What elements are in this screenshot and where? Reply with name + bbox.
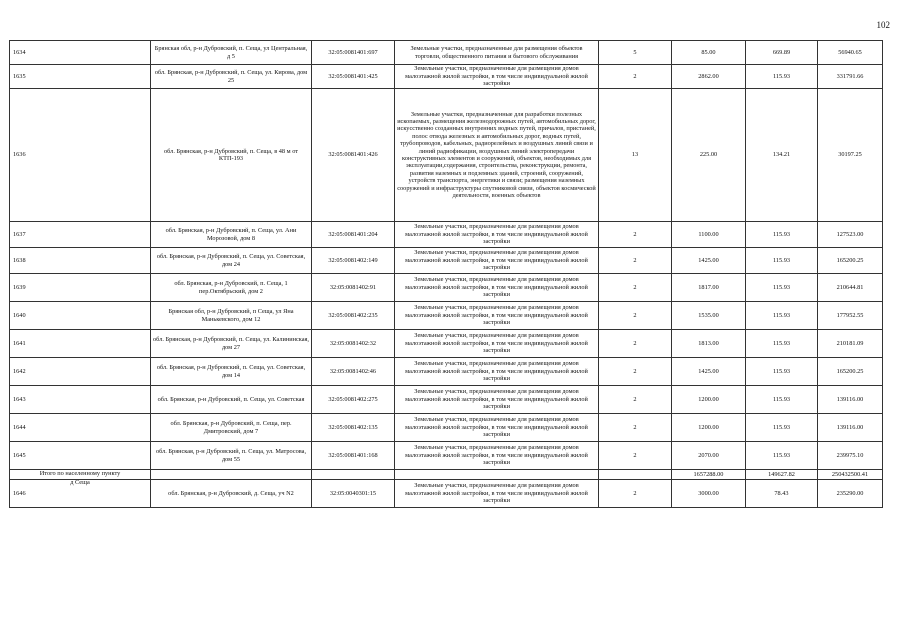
table-row bbox=[10, 41, 883, 65]
page-number: 102 bbox=[876, 20, 890, 30]
row-address: Брянская обл, р-н Дубровский, п. Сеща, ул Центральная, д 5 bbox=[151, 41, 312, 65]
row-land-use: Земельные участки, предназначенные для размещения домов малоэтажной жилой застройки, в том числе индивидуальной жилой застройки bbox=[395, 222, 599, 248]
row-land-use: Земельные участки, предназначенные для размещения домов малоэтажной жилой застройки, в том числе индивидуальной жилой застройки bbox=[395, 414, 599, 442]
row-group: 2 bbox=[599, 274, 672, 302]
table-row bbox=[10, 89, 883, 222]
row-group: 2 bbox=[599, 302, 672, 330]
total-label-line2: д Сеща bbox=[70, 479, 90, 486]
table-row bbox=[10, 330, 883, 358]
row-cadastral-number: 32:05:0040301:15 bbox=[312, 480, 395, 508]
row-number: 1643 bbox=[10, 386, 151, 414]
row-cadastral-number: 32:05:0081402:235 bbox=[312, 302, 395, 330]
row-unit-price: 134.21 bbox=[746, 89, 818, 222]
row-cadastral-cost: 331791.66 bbox=[818, 65, 883, 89]
row-group: 2 bbox=[599, 222, 672, 248]
table-row bbox=[10, 414, 883, 442]
row-cadastral-cost: 239975.10 bbox=[818, 442, 883, 470]
row-land-use: Земельные участки, предназначенные для размещения домов малоэтажной жилой застройки, в том числе индивидуальной жилой застройки bbox=[395, 65, 599, 89]
row-cadastral-number: 32:05:0081401:426 bbox=[312, 89, 395, 222]
row-cadastral-cost: 165200.25 bbox=[818, 248, 883, 274]
table-body bbox=[10, 41, 883, 508]
row-number: 1634 bbox=[10, 41, 151, 65]
row-cadastral-cost: 235290.00 bbox=[818, 480, 883, 508]
row-cadastral-cost: 139116.00 bbox=[818, 414, 883, 442]
table-row bbox=[10, 386, 883, 414]
row-area: 85.00 bbox=[672, 41, 746, 65]
row-cadastral-cost: 210644.81 bbox=[818, 274, 883, 302]
row-number: 1641 bbox=[10, 330, 151, 358]
row-group: 2 bbox=[599, 248, 672, 274]
table-row bbox=[10, 302, 883, 330]
row-address: обл. Брянская, р-н Дубровский, п. Сеща, пер. Дмитровский, дом 7 bbox=[151, 414, 312, 442]
row-land-use: Земельные участки, предназначенные для размещения домов малоэтажной жилой застройки, в том числе индивидуальной жилой застройки bbox=[395, 248, 599, 274]
table-row bbox=[10, 442, 883, 470]
row-unit-price: 115.93 bbox=[746, 274, 818, 302]
row-address: обл. Брянская, р-н Дубровский, п. Сеща, ул. Матросова, дом 55 bbox=[151, 442, 312, 470]
row-land-use: Земельные участки, предназначенные для размещения домов малоэтажной жилой застройки, в том числе индивидуальной жилой застройки bbox=[395, 480, 599, 508]
row-cadastral-number: 32:05:0081402:275 bbox=[312, 386, 395, 414]
row-group: 2 bbox=[599, 480, 672, 508]
total-area: 1657288.00 bbox=[672, 470, 746, 480]
row-unit-price: 115.93 bbox=[746, 222, 818, 248]
row-cadastral-number: 32:05:0081401:168 bbox=[312, 442, 395, 470]
row-area: 2862.00 bbox=[672, 65, 746, 89]
row-unit-price: 115.93 bbox=[746, 302, 818, 330]
row-unit-price: 115.93 bbox=[746, 330, 818, 358]
row-number: 1635 bbox=[10, 65, 151, 89]
row-area: 2070.00 bbox=[672, 442, 746, 470]
row-cadastral-cost: 139116.00 bbox=[818, 386, 883, 414]
row-land-use: Земельные участки, предназначенные для размещения домов малоэтажной жилой застройки, в том числе индивидуальной жилой застройки bbox=[395, 330, 599, 358]
row-address: обл. Брянская, р-н Дубровский, п. Сеща, ул. Ани Морозовой, дом 8 bbox=[151, 222, 312, 248]
total-empty-cell bbox=[312, 470, 395, 480]
row-unit-price: 669.89 bbox=[746, 41, 818, 65]
table-row bbox=[10, 65, 883, 89]
row-cadastral-number: 32:05:0081402:91 bbox=[312, 274, 395, 302]
row-number: 1638 bbox=[10, 248, 151, 274]
row-area: 1813.00 bbox=[672, 330, 746, 358]
row-cadastral-cost: 210181.09 bbox=[818, 330, 883, 358]
row-cadastral-number: 32:05:0081402:135 bbox=[312, 414, 395, 442]
row-unit-price: 115.93 bbox=[746, 386, 818, 414]
row-area: 3000.00 bbox=[672, 480, 746, 508]
total-empty-cell bbox=[395, 470, 599, 480]
row-cadastral-number: 32:05:0081401:425 bbox=[312, 65, 395, 89]
table-row bbox=[10, 248, 883, 274]
row-group: 2 bbox=[599, 442, 672, 470]
row-number: 1636 bbox=[10, 89, 151, 222]
table-row bbox=[10, 358, 883, 386]
row-land-use: Земельные участки, предназначенные для размещения домов малоэтажной жилой застройки, в том числе индивидуальной жилой застройки bbox=[395, 358, 599, 386]
row-address: обл. Брянская, р-н Дубровский, п. Сеща, ул. Калининская, дом 27 bbox=[151, 330, 312, 358]
row-area: 1425.00 bbox=[672, 248, 746, 274]
row-group: 2 bbox=[599, 386, 672, 414]
row-address: обл. Брянская, р-н Дубровский, п. Сеща, ул. Советская, дом 24 bbox=[151, 248, 312, 274]
row-unit-price: 115.93 bbox=[746, 442, 818, 470]
row-cadastral-cost: 30197.25 bbox=[818, 89, 883, 222]
row-cadastral-cost: 56940.65 bbox=[818, 41, 883, 65]
row-area: 1817.00 bbox=[672, 274, 746, 302]
table-row bbox=[10, 222, 883, 248]
row-number: 1644 bbox=[10, 414, 151, 442]
row-cadastral-number: 32:05:0081402:32 bbox=[312, 330, 395, 358]
row-land-use: Земельные участки, предназначенные для размещения домов малоэтажной жилой застройки, в том числе индивидуальной жилой застройки bbox=[395, 442, 599, 470]
total-empty-cell bbox=[151, 470, 312, 480]
row-address: обл. Брянская, р-н Дубровский, п. Сеща, в 48 м от КТП-193 bbox=[151, 89, 312, 222]
row-address: Брянская обл, р-н Дубровский, п Сеща, ул Яна Манькевского, дом 12 bbox=[151, 302, 312, 330]
total-cadastral-cost: 250432500.41 bbox=[818, 470, 883, 480]
row-cadastral-number: 32:05:0081401:697 bbox=[312, 41, 395, 65]
row-address: обл. Брянская, р-н Дубровский, п. Сеща, ул. Советская bbox=[151, 386, 312, 414]
row-group: 2 bbox=[599, 65, 672, 89]
row-area: 225.00 bbox=[672, 89, 746, 222]
cadastral-value-table bbox=[9, 40, 883, 508]
row-cadastral-number: 32:05:0081402:46 bbox=[312, 358, 395, 386]
row-land-use: Земельные участки, предназначенные для размещения домов малоэтажной жилой застройки, в том числе индивидуальной жилой застройки bbox=[395, 386, 599, 414]
row-number: 1639 bbox=[10, 274, 151, 302]
row-number: 1642 bbox=[10, 358, 151, 386]
row-area: 1200.00 bbox=[672, 386, 746, 414]
row-group: 13 bbox=[599, 89, 672, 222]
row-unit-price: 78.43 bbox=[746, 480, 818, 508]
row-number: 1640 bbox=[10, 302, 151, 330]
row-cadastral-number: 32:05:0081401:204 bbox=[312, 222, 395, 248]
row-group: 5 bbox=[599, 41, 672, 65]
row-address: обл. Брянская, р-н Дубровский, п. Сеща, 1 пер.Октябрьский, дом 2 bbox=[151, 274, 312, 302]
row-number: 1646 bbox=[10, 480, 151, 508]
row-area: 1535.00 bbox=[672, 302, 746, 330]
row-address: обл. Брянская, р-н Дубровский, п. Сеща, ул. Советская, дом 14 bbox=[151, 358, 312, 386]
total-label-line1: Итого по населенному пункту bbox=[39, 470, 121, 477]
row-area: 1100.00 bbox=[672, 222, 746, 248]
row-land-use: Земельные участки, предназначенные для размещения домов малоэтажной жилой застройки, в том числе индивидуальной жилой застройки bbox=[395, 302, 599, 330]
row-unit-price: 115.93 bbox=[746, 248, 818, 274]
row-group: 2 bbox=[599, 358, 672, 386]
total-empty-cell bbox=[599, 470, 672, 480]
row-cadastral-cost: 177952.55 bbox=[818, 302, 883, 330]
row-cadastral-cost: 127523.00 bbox=[818, 222, 883, 248]
row-cadastral-number: 32:05:0081402:149 bbox=[312, 248, 395, 274]
row-area: 1200.00 bbox=[672, 414, 746, 442]
row-cadastral-cost: 165200.25 bbox=[818, 358, 883, 386]
total-label bbox=[10, 470, 151, 486]
row-unit-price: 115.93 bbox=[746, 414, 818, 442]
row-address: обл. Брянская, р-н Дубровский, п. Сеща, ул. Кирова, дом 25 bbox=[151, 65, 312, 89]
row-address: обл. Брянская, р-н Дубровский, д. Сеща, уч N2 bbox=[151, 480, 312, 508]
row-group: 2 bbox=[599, 414, 672, 442]
row-land-use: Земельные участки, предназначенные для размещения объектов торговли, общественного питания и бытового обслуживания bbox=[395, 41, 599, 65]
row-unit-price: 115.93 bbox=[746, 358, 818, 386]
total-row bbox=[10, 470, 883, 480]
row-unit-price: 115.93 bbox=[746, 65, 818, 89]
row-number: 1645 bbox=[10, 442, 151, 470]
row-land-use: Земельные участки, предназначенные для разработки полезных ископаемых, размещения железнодорожных путей, автомобильных дорог, искусственно созданных внутренних водных путей, причалов, пристаней, полос отвода железных и автомобильных дорог, водных путей, трубопроводов, кабельных, радиорелейных и воздушных линий связи и линий радиофикации, воздушных линий электропередачи конструктивных элементов и сооружений, объектов, необходимых для эксплуатации,содержания, строительства, реконструкции, ремонта, развития наземных и подземных зданий, строений, сооружений, устройств транспорта, энергетики и связи; размещения наземных сооружений и инфраструктуры спутниковой связи, объектов космической деятельности, военных объектов bbox=[395, 89, 599, 222]
row-area: 1425.00 bbox=[672, 358, 746, 386]
row-land-use: Земельные участки, предназначенные для размещения домов малоэтажной жилой застройки, в том числе индивидуальной жилой застройки bbox=[395, 274, 599, 302]
row-number: 1637 bbox=[10, 222, 151, 248]
row-group: 2 bbox=[599, 330, 672, 358]
total-unit-price: 149627.82 bbox=[746, 470, 818, 480]
table-row bbox=[10, 274, 883, 302]
